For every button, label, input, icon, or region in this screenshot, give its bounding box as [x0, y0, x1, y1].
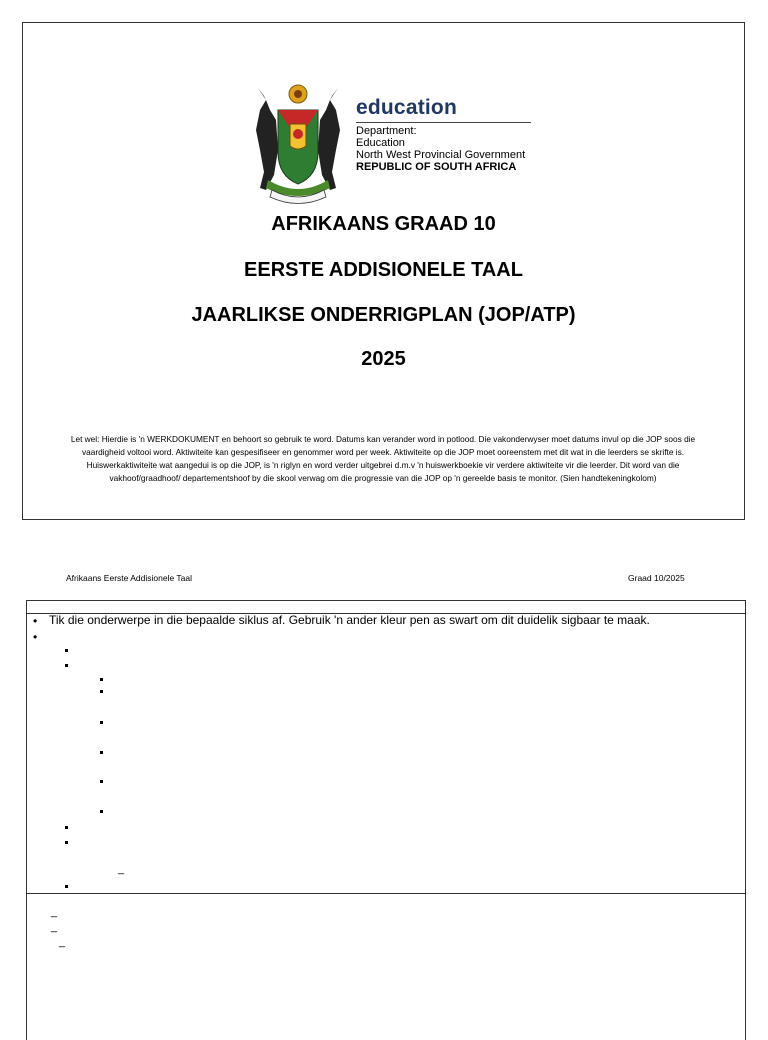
bullet-icon: • — [33, 630, 38, 644]
square-bullet-icon — [100, 678, 103, 681]
note-line: Huiswerkaktiwiteite wat aangedui is op die JOP, is 'n riglyn en word verder uitgebrei d.m.v 'n huiswerkboekie vir verdere aktiwiteite vir die leerder. Dit word van die — [86, 460, 680, 470]
table-row-divider — [27, 893, 745, 894]
square-bullet-icon — [65, 841, 68, 844]
brand-name: education — [356, 96, 457, 119]
square-bullet-icon — [65, 664, 68, 667]
department-label: Department: — [356, 125, 417, 137]
coat-of-arms-icon — [238, 80, 358, 208]
cover-note — [53, 433, 713, 485]
page-header-grade: Graad 10/2025 — [628, 573, 685, 583]
country-name: REPUBLIC OF SOUTH AFRICA — [356, 161, 517, 173]
square-bullet-icon — [65, 885, 68, 888]
square-bullet-icon — [65, 826, 68, 829]
square-bullet-icon — [100, 810, 103, 813]
level-title: EERSTE ADDISIONELE TAAL — [244, 259, 523, 281]
year-title: 2025 — [361, 348, 406, 370]
instructions-table — [26, 600, 746, 1040]
cover-page — [22, 22, 745, 520]
brand-block — [356, 95, 536, 173]
square-bullet-icon — [100, 721, 103, 724]
dash-mark: _ — [51, 906, 58, 918]
page-header-subject: Afrikaans Eerste Addisionele Taal — [66, 573, 193, 583]
instruction-text: Tik die onderwerpe in die bepaalde siklus af. Gebruik 'n ander kleur pen as swart om dit duidelik sigbaar te maak. — [49, 613, 650, 627]
subject-title: AFRIKAANS GRAAD 10 — [271, 213, 496, 235]
note-line: vaardigheid voltooi word. Aktiwiteite kan gespesifiseer en genommer word per week. Aktiwiteite op die JOP moet ooreenstem met dit wat in die leerders se skrifte is. — [81, 447, 685, 457]
department-name: Education — [356, 137, 405, 149]
dash-mark: _ — [51, 921, 58, 933]
square-bullet-icon — [100, 751, 103, 754]
square-bullet-icon — [100, 780, 103, 783]
dash-mark: _ — [118, 863, 125, 875]
government-name: North West Provincial Government — [356, 149, 526, 161]
plan-title: JAARLIKSE ONDERRIGPLAN (JOP/ATP) — [191, 304, 576, 326]
dash-mark: _ — [59, 936, 66, 948]
note-line: Let wel: Hierdie is 'n WERKDOKUMENT en behoort so gebruik te word. Datums kan verander word in potlood. Die vakonderwyser moet datums invul op die JOP soos die — [70, 434, 696, 444]
note-line: vakhoof/graadhoof/ departementshoof by die skool verwag om die progressie van die JOP op 'n gereelde basis te monitor. (Sien handtekeningkolom) — [109, 473, 657, 483]
square-bullet-icon — [100, 690, 103, 693]
square-bullet-icon — [65, 649, 68, 652]
brand-rule — [356, 122, 531, 123]
bullet-icon: • — [33, 614, 38, 628]
